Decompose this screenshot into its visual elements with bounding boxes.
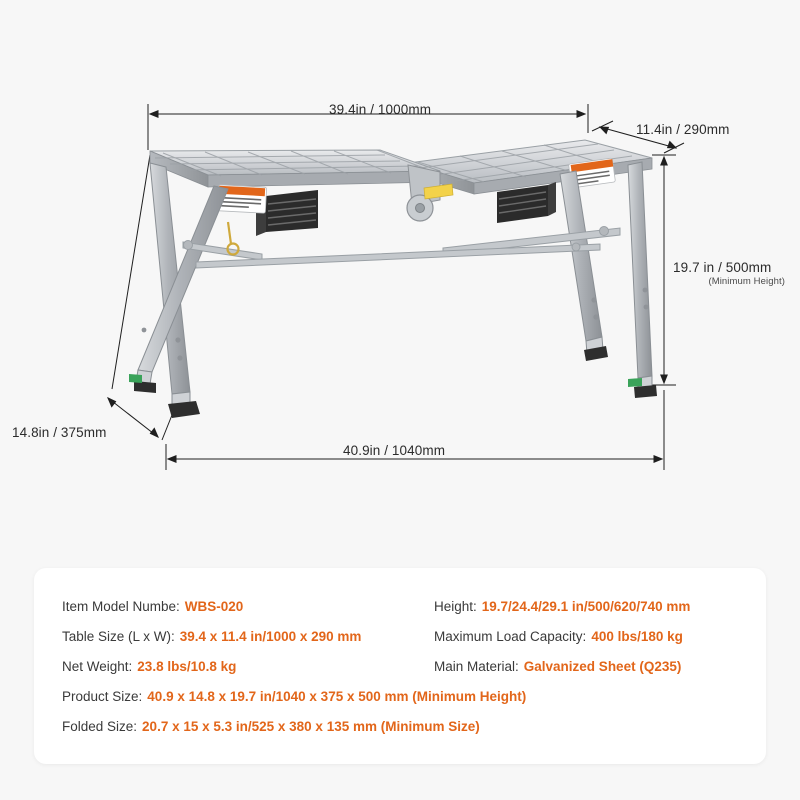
legs — [136, 162, 652, 407]
specification-card — [34, 568, 766, 764]
specification-grid — [62, 598, 742, 748]
spec-item-max-load — [434, 628, 734, 645]
spec-item-model-number — [62, 598, 434, 615]
spec-row — [62, 658, 742, 675]
spec-value: Galvanized Sheet (Q235) — [523, 659, 682, 674]
dimension-top-length: 39.4in / 1000mm — [329, 102, 432, 117]
dimension-top-width: 11.4in / 290mm — [636, 122, 730, 137]
spec-key: Table Size (L x W): — [62, 629, 175, 644]
support-braces — [183, 227, 620, 269]
rubber-feet — [129, 346, 657, 418]
spec-value: 39.4 x 11.4 in/1000 x 290 mm — [179, 629, 362, 644]
spec-key: Folded Size: — [62, 719, 138, 734]
spec-value: 400 lbs/180 kg — [591, 629, 683, 644]
spec-value: 40.9 x 14.8 x 19.7 in/1040 x 375 x 500 mm (Minimum Height) — [147, 689, 527, 704]
spec-row — [62, 598, 742, 615]
spec-value: 23.8 lbs/10.8 kg — [137, 659, 237, 674]
spec-value: 19.7/24.4/29.1 in/500/620/740 mm — [481, 599, 691, 614]
spec-key: Net Weight: — [62, 659, 133, 674]
spec-key: Main Material: — [434, 659, 519, 674]
spec-value: 20.7 x 15 x 5.3 in/525 x 380 x 135 mm (Minimum Size) — [142, 719, 480, 734]
dimension-base-length: 40.9in / 1040mm — [343, 443, 446, 458]
spec-value: WBS-020 — [184, 599, 244, 614]
spec-key: Height: — [434, 599, 477, 614]
spec-item-folded-size — [62, 718, 742, 735]
spec-key: Maximum Load Capacity: — [434, 629, 587, 644]
deck-brackets — [256, 182, 556, 236]
spec-row — [62, 628, 742, 645]
spec-item-product-size — [62, 688, 742, 705]
spec-item-net-weight — [62, 658, 434, 675]
dimension-height-note: (Minimum Height) — [708, 276, 785, 287]
spec-key: Item Model Numbe: — [62, 599, 180, 614]
spec-item-table-size — [62, 628, 434, 645]
spec-row — [62, 688, 742, 705]
spec-item-height — [434, 598, 734, 615]
spec-row — [62, 718, 742, 735]
dimension-base-depth: 14.8in / 375mm — [12, 425, 107, 440]
dimension-height-value: 19.7 in / 500mm — [673, 260, 772, 275]
spec-key: Product Size: — [62, 689, 143, 704]
spec-item-main-material — [434, 658, 734, 675]
dimension-height — [673, 260, 785, 287]
